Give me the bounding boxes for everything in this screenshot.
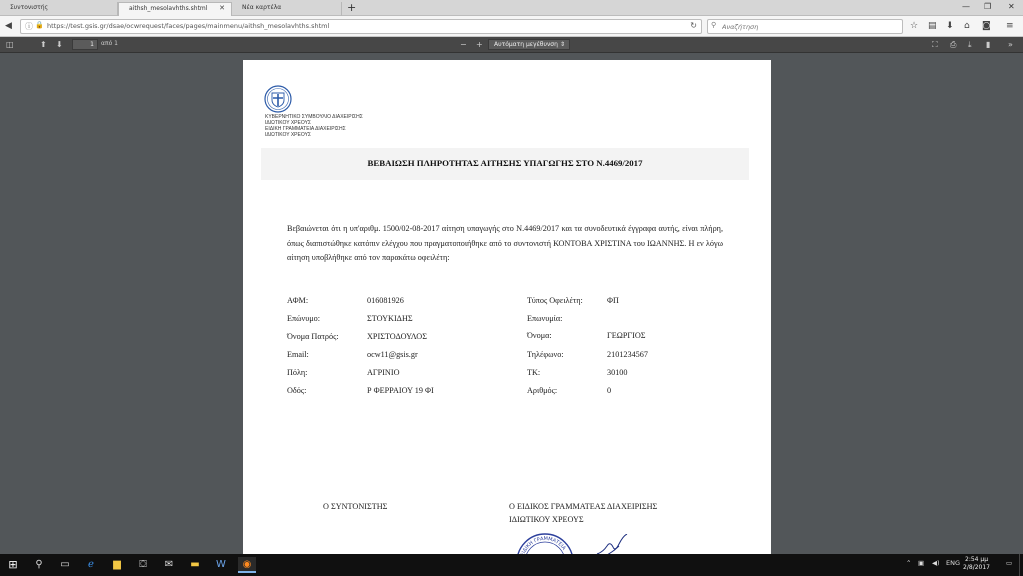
secretary-line-2: ΙΔΙΩΤΙΚΟΥ ΧΡΕΟΥΣ xyxy=(509,515,584,524)
org-line: ΙΔΙΩΤΙΚΟΥ ΧΡΕΟΥΣ xyxy=(265,132,312,138)
document-title: ΒΕΒΑΙΩΣΗ ΠΛΗΡΟΤΗΤΑΣ ΑΙΤΗΣΗΣ ΥΠΑΓΩΓΗΣ ΣΤΟ Ν.4469/2017 xyxy=(367,158,643,168)
field-value-first-name: ΓΕΩΡΓΙΟΣ xyxy=(607,331,646,340)
task-view-icon[interactable]: ▭ xyxy=(60,559,70,570)
keyboard-language[interactable]: ENG xyxy=(946,559,961,567)
zoom-in-icon[interactable]: + xyxy=(476,40,483,49)
organization-header xyxy=(265,114,363,138)
back-icon[interactable]: ◀ xyxy=(5,21,12,31)
field-value-debtor-type: ΦΠ xyxy=(607,296,619,305)
field-label-email: Email: xyxy=(287,350,309,359)
org-line: ΕΙΔΙΚΗ ΓΡΑΜΜΑΤΕΙΑ ΔΙΑΧΕΙΡΙΣΗΣ xyxy=(265,126,346,132)
page-count: από 1 xyxy=(101,40,118,47)
previous-page-icon[interactable]: ⬆ xyxy=(40,40,47,49)
zoom-value: Αυτόματη μεγέθυνση xyxy=(494,41,558,48)
field-value-phone: 2101234567 xyxy=(607,350,648,359)
title-box xyxy=(261,148,749,180)
print-icon[interactable]: ⎙ xyxy=(950,40,957,49)
info-icon[interactable]: ⓘ xyxy=(25,22,33,31)
tab-label: Συντονιστής xyxy=(10,4,49,11)
field-label-first-name: Όνομα: xyxy=(527,331,552,340)
field-value-father-name: ΧΡΙΣΤΟΔΟΥΛΟΣ xyxy=(367,332,427,341)
new-tab-button[interactable]: + xyxy=(347,1,357,14)
menu-icon[interactable]: ≡ xyxy=(1006,21,1014,31)
bookmark-icon[interactable]: ▮ xyxy=(986,40,991,49)
field-value-number: 0 xyxy=(607,386,612,395)
field-value-city: ΑΓΡΙΝΙΟ xyxy=(367,368,400,377)
secretary-line-1: Ο ΕΙΔΙΚΟΣ ΓΡΑΜΜΑΤΕΑΣ ΔΙΑΧΕΙΡΙΣΗΣ xyxy=(509,502,658,511)
tab-strip xyxy=(0,0,1023,16)
sidebar-toggle-icon[interactable]: ◫ xyxy=(6,40,14,49)
org-line: ΚΥΒΕΡΝΗΤΙΚΟ ΣΥΜΒΟΥΛΙΟ ΔΙΑΧΕΙΡΙΣΗΣ xyxy=(265,114,363,120)
system-clock[interactable] xyxy=(963,556,990,572)
address-bar[interactable] xyxy=(20,19,702,34)
field-label-father-name: Όνομα Πατρός: xyxy=(287,332,339,341)
field-value-afm: 016081926 xyxy=(367,296,404,305)
show-desktop-button[interactable] xyxy=(1019,554,1023,576)
download-icon[interactable]: ⬇ xyxy=(946,21,954,31)
firefox-icon[interactable]: ◉ xyxy=(238,557,256,573)
field-label-phone: Τηλέφωνο: xyxy=(527,350,564,359)
edge-browser-icon[interactable]: ℯ xyxy=(88,559,94,570)
search-icon[interactable]: ⚲ xyxy=(35,559,43,570)
signature-secretary-label xyxy=(509,500,657,526)
taskbar xyxy=(0,554,1023,576)
search-icon: ⚲ xyxy=(711,21,717,29)
signature-coordinator-label: Ο ΣΥΝΤΟΝΙΣΤΗΣ xyxy=(323,502,388,511)
file-explorer-icon[interactable]: ▆ xyxy=(113,559,121,570)
mail-icon[interactable]: ✉ xyxy=(164,559,174,570)
reload-icon[interactable]: ↻ xyxy=(690,21,697,30)
pocket-icon[interactable]: ◙ xyxy=(982,21,991,31)
field-label-company-name: Επωνυμία: xyxy=(527,314,563,323)
tab-new[interactable] xyxy=(232,2,342,16)
page-number-input[interactable]: 1 xyxy=(72,39,98,50)
close-icon[interactable]: ✕ xyxy=(219,4,225,12)
chevron-down-icon: ⇕ xyxy=(559,41,565,48)
seal-text: ΙΔΙΚΗ ΓΡΑΜΜΑΤΕΙΑ xyxy=(521,535,567,555)
field-label-city: Πόλη: xyxy=(287,368,308,377)
volume-icon[interactable]: ◀) xyxy=(932,559,940,567)
url-text: https://test.gsis.gr/dsae/ocwrequest/faces/pages/mainmenu/aithsh_mesolavhths.shtml xyxy=(47,22,330,30)
search-box[interactable] xyxy=(707,19,903,34)
windows-start-icon[interactable]: ⊞ xyxy=(8,558,18,571)
presentation-mode-icon[interactable]: ⛶ xyxy=(932,40,938,49)
lock-icon: 🔒 xyxy=(35,21,44,29)
clock-date: 2/8/2017 xyxy=(963,564,990,571)
search-input[interactable] xyxy=(722,21,892,32)
field-value-street: Ρ ΦΕΡΡΑΙΟΥ 19 ΦΙ xyxy=(367,386,434,395)
minimize-icon[interactable]: — xyxy=(962,2,970,11)
certification-paragraph: Βεβαιώνεται ότι η υπ'αριθμ. 1500/02-08-2017 αίτηση υπαγωγής στο Ν.4469/2017 και τα συνοδευτικά έγγραφα αυτής, είναι πλήρη, όπως διαπιστώθηκε κατόπιν ελέγχου που πραγματοποιήθηκε από το συντονιστή ΚΟΝΤΟΒΑ ΧΡΙΣΤΙΝΑ του ΙΩΑΝΝΗΣ. Η εν λόγω αίτηση υποβλήθηκε από τον παρακάτω οφειλέτη: xyxy=(287,224,723,263)
field-label-postal-code: ΤΚ: xyxy=(527,368,541,377)
official-seal-stamp xyxy=(515,532,575,554)
zoom-out-icon[interactable]: − xyxy=(460,40,467,49)
notifications-icon[interactable]: ▭ xyxy=(1006,559,1013,567)
tools-icon[interactable]: » xyxy=(1008,40,1013,49)
field-label-afm: ΑΦΜ: xyxy=(287,296,309,305)
save-icon[interactable]: ⤓ xyxy=(968,40,972,49)
tab-aithsh[interactable] xyxy=(118,2,232,16)
bookmark-star-icon[interactable]: ☆ xyxy=(910,21,919,31)
home-icon[interactable]: ⌂ xyxy=(964,21,970,31)
word-icon[interactable]: W xyxy=(216,559,226,570)
handwritten-signature xyxy=(595,534,635,554)
pdf-page xyxy=(243,60,771,554)
field-label-debtor-type: Τύπος Οφειλέτη: xyxy=(527,296,583,305)
pdf-toolbar xyxy=(0,37,1023,53)
field-label-street: Οδός: xyxy=(287,386,307,395)
close-window-icon[interactable]: ✕ xyxy=(1008,2,1015,11)
navigation-bar xyxy=(0,16,1023,37)
greek-coat-of-arms-icon xyxy=(264,85,292,113)
folder-icon[interactable]: ▬ xyxy=(190,559,200,570)
tab-label: Νέα καρτέλα xyxy=(242,4,282,11)
restore-icon[interactable]: ❐ xyxy=(984,2,992,11)
tray-up-arrow-icon[interactable]: ⌃ xyxy=(906,559,912,567)
clock-time: 2:54 μμ xyxy=(965,556,989,563)
clipboard-icon[interactable]: ▤ xyxy=(928,21,937,31)
field-value-postal-code: 30100 xyxy=(607,368,628,377)
field-label-surname: Επώνυμο: xyxy=(287,314,321,323)
field-label-number: Αριθμός: xyxy=(527,386,558,395)
field-value-surname: ΣΤΟΥΚΙΔΗΣ xyxy=(367,314,413,323)
store-icon[interactable]: ⛋ xyxy=(139,559,147,570)
tab-coordinator[interactable] xyxy=(0,2,118,16)
org-line: ΙΔΙΩΤΙΚΟΥ ΧΡΕΟΥΣ xyxy=(265,120,312,126)
zoom-select[interactable] xyxy=(488,39,570,50)
tab-label: aithsh_mesolavhths.shtml xyxy=(129,5,208,12)
next-page-icon[interactable]: ⬇ xyxy=(56,40,63,49)
field-value-email: ocw11@gsis.gr xyxy=(367,350,418,359)
network-icon[interactable]: ▣ xyxy=(918,559,925,567)
